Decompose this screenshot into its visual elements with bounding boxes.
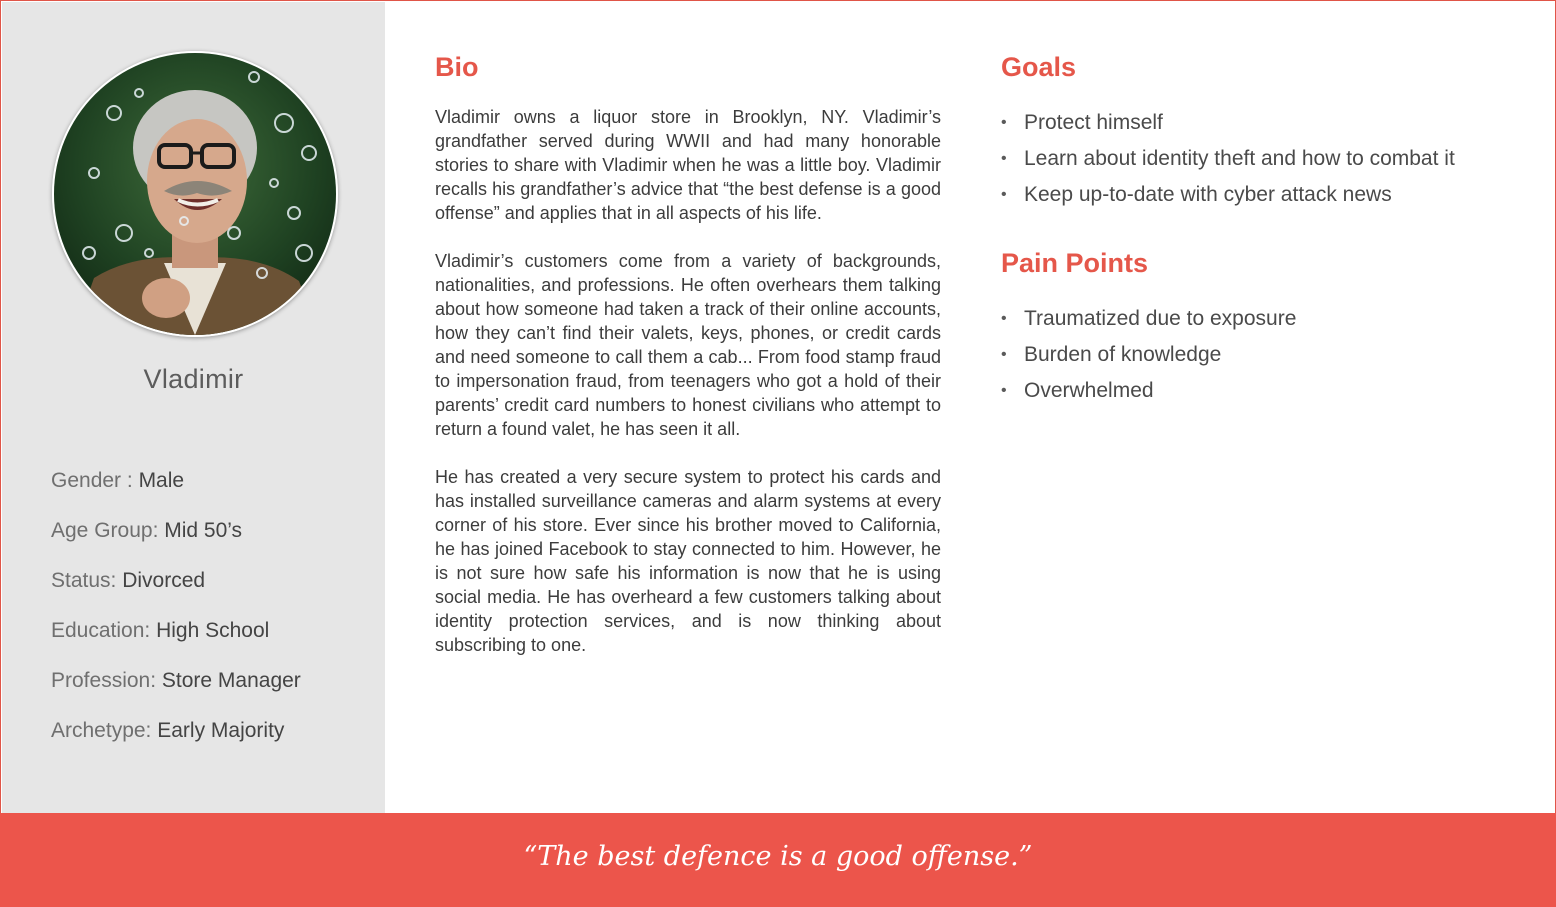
portrait-photo — [54, 53, 336, 335]
attribute-value: High School — [156, 619, 270, 642]
list-item: • Traumatized due to exposure — [1001, 301, 1521, 337]
attribute-education — [51, 619, 269, 643]
attribute-profession — [51, 669, 301, 693]
attribute-value: Store Manager — [161, 669, 301, 692]
avatar — [52, 51, 338, 337]
goals-section — [1001, 49, 1521, 213]
list-item: • Protect himself — [1001, 105, 1521, 141]
attribute-gender — [51, 469, 184, 493]
attribute-value: Divorced — [122, 569, 206, 592]
list-item: • Learn about identity theft and how to combat it — [1001, 141, 1521, 177]
attribute-label: Archetype: — [51, 719, 158, 742]
goals-heading: Goals — [1001, 52, 1077, 82]
attribute-status — [51, 569, 205, 593]
bio-heading: Bio — [435, 52, 479, 82]
attribute-label: Education: — [51, 619, 157, 642]
bio-paragraph: Vladimir owns a liquor store in Brooklyn, NY. Vladimir’s grandfather served during WWII and had many honorable stories to share with Vladimir when he was a little boy. Vladimir recalls his grandfather’s advice that “the best defense is a good offense” and applies that in all aspects of his life. — [435, 107, 941, 223]
attribute-label: Age Group: — [51, 519, 165, 542]
bio-paragraph: Vladimir’s customers come from a variety of backgrounds, nationalities, and professions. He often overhears them talking about how someone had taken a track of their online accounts, how they can’t find their valets, keys, phones, or credit cards and need someone to call them a cab... From food stamp fraud to impersonation fraud, from teenagers who got a hold of their parents’ credit card numbers to honest civilians who attempt to return a found valet, he has seen it all. — [435, 251, 941, 439]
pain-points-heading: Pain Points — [1001, 248, 1149, 278]
goals-column — [1001, 49, 1521, 409]
pain-points-list — [1001, 301, 1521, 409]
attribute-label: Gender : — [51, 469, 139, 492]
attribute-value: Male — [138, 469, 185, 492]
pain-points-section — [1001, 245, 1521, 409]
bio-paragraph: He has created a very secure system to protect his cards and has installed surveillance cameras and alarm systems at every corner of his store. Ever since his brother moved to California, he has joined Facebook to stay connected to him. However, he is not sure how safe his information is now that he is using social media. He has overheard a few customers talking about identity protection services, and is now thinking about subscribing to one. — [435, 467, 941, 655]
persona-name: Vladimir — [143, 364, 244, 394]
attribute-age-group — [51, 519, 242, 543]
quote-banner — [0, 813, 1556, 907]
persona-sidebar — [2, 2, 385, 814]
list-item: • Overwhelmed — [1001, 373, 1521, 409]
persona-quote: “The best defence is a good offense.” — [523, 841, 1033, 872]
attribute-value: Early Majority — [157, 719, 285, 742]
attribute-archetype — [51, 719, 284, 743]
bio-section — [435, 49, 941, 681]
list-item: • Burden of knowledge — [1001, 337, 1521, 373]
attribute-label: Status: — [51, 569, 123, 592]
goals-list — [1001, 105, 1521, 213]
list-item: • Keep up-to-date with cyber attack news — [1001, 177, 1521, 213]
attribute-value: Mid 50’s — [164, 519, 243, 542]
attribute-label: Profession: — [51, 669, 162, 692]
